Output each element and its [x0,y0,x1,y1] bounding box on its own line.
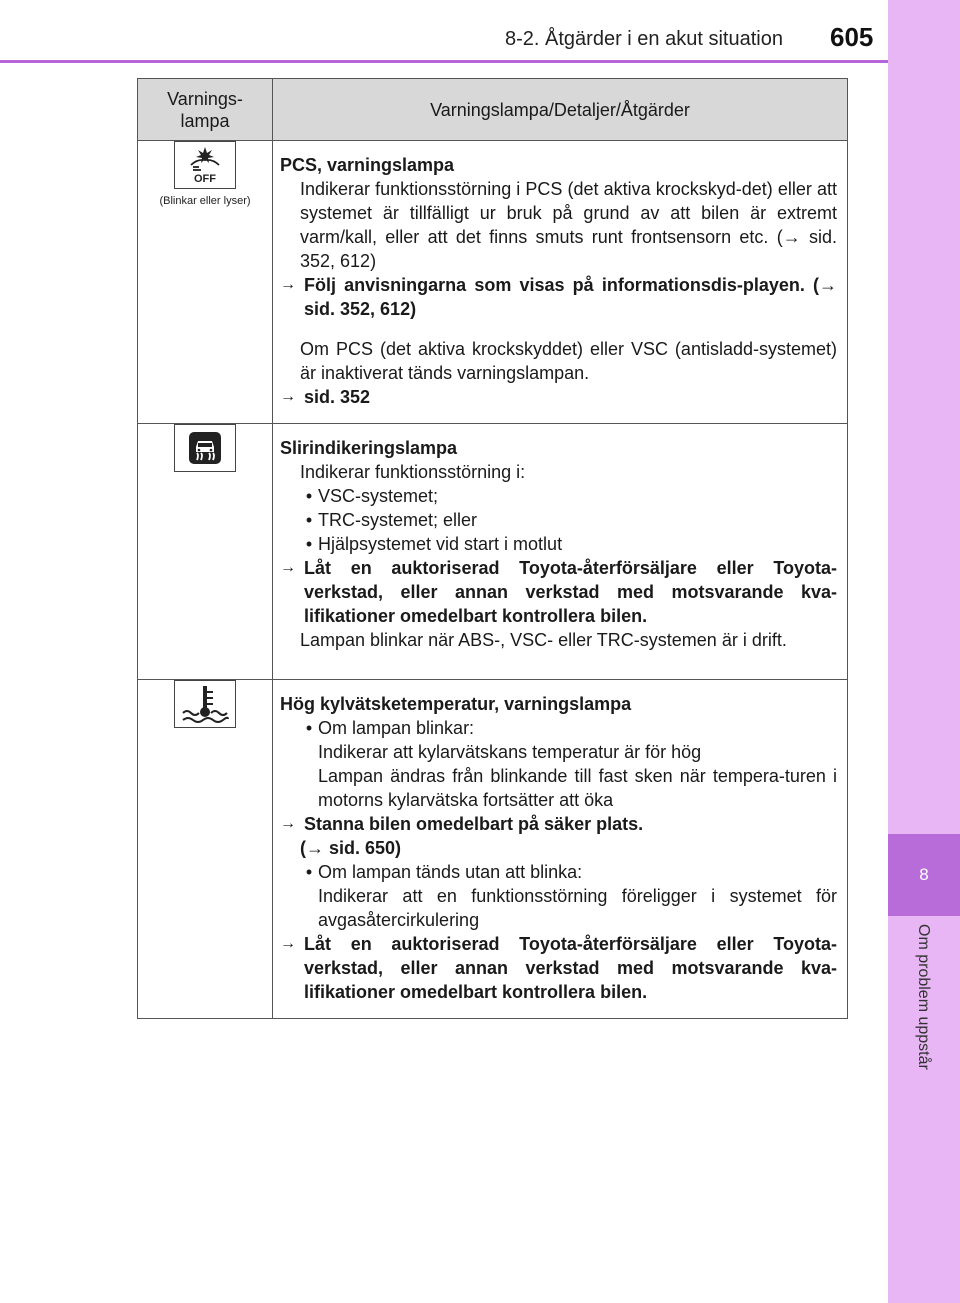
page-reference: sid. 352, 612) [304,299,417,319]
arrow-icon: → [280,276,296,293]
action-reference [280,836,837,860]
chapter-number: 8 [888,834,960,916]
chapter-label: Om problem uppstår [915,924,932,1070]
details-cell [273,424,848,680]
slip-indicator-icon [174,424,236,472]
page-reference: sid. 650) [324,838,402,858]
action-text: Låt en auktoriserad Toyota-återförsäljare eller Toyota-verkstad, eller annan verkstad med motsvarande kva-lifikationer omedelbart kontrollera bilen. [304,934,837,1002]
list-item: • Hjälpsystemet vid start i motlut [305,534,563,554]
coolant-temperature-icon [174,680,236,728]
row-title: Hög kylvätsketemperatur, varningslampa [280,694,632,714]
action-text: Låt en auktoriserad Toyota-återförsäljare eller Toyota-verkstad, eller annan verkstad med motsvarande kva-lifikationer omedelbart kontrollera bilen. [304,558,837,626]
list-item-text: Hjälpsystemet vid start i motlut [318,534,563,554]
column-header-icon: Varnings- lampa [138,79,273,141]
list-item-text: TRC-systemet; eller [318,510,478,530]
page-reference: sid. 352, 612) [300,227,837,271]
arrow-icon: → [280,935,296,952]
arrow-icon: → [782,227,801,247]
action-line [280,556,837,628]
header-divider [0,60,888,63]
icon-cell [138,141,273,424]
list-item-detail: Indikerar att en funktionsstörning föreligger i systemet för avgasåtercirkulering [318,886,837,930]
paren: ( [300,838,306,858]
arrow-icon: → [819,275,837,295]
list-item: • Om lampan blinkar: [305,718,475,738]
svg-text:OFF: OFF [194,173,216,185]
arrow-icon: → [280,559,296,576]
list-item-detail: Indikerar att kylarvätskans temperatur är för hög Lampan ändras från blinkande till fast sken när tempera-turen i motorns kylarvätska fortsätter att öka [318,742,837,810]
list-item: • VSC-systemet; [305,486,439,506]
action-line [280,385,837,409]
table-row [138,141,848,424]
row-title: PCS, varningslampa [280,155,455,175]
row-note: Om PCS (det aktiva krockskyddet) eller VSC (antisladd-systemet) är inaktiverat tänds varningslampan. [300,339,837,383]
action-label: Följ anvisningarna som visas på informationsdis-playen. ( [304,275,819,295]
action-text [304,273,837,321]
icon-note: (Blinkar eller lyser) [159,195,251,207]
pcs-off-icon [174,141,236,189]
arrow-icon: → [280,388,296,405]
list-item: • TRC-systemet; eller [305,510,478,530]
row-note: Lampan blinkar när ABS-, VSC- eller TRC-systemen är i drift. [300,630,787,650]
arrow-icon: → [280,815,296,832]
row-title: Slirindikeringslampa [280,438,458,458]
table-row [138,424,848,680]
page-reference: sid. 352 [304,387,371,407]
icon-cell [138,424,273,680]
details-cell [273,680,848,1019]
icon-cell [138,680,273,1019]
table-header-row [138,79,848,141]
table-row [138,680,848,1019]
action-line [280,273,837,321]
action-text: Stanna bilen omedelbart på säker plats. [304,814,644,834]
details-cell [273,141,848,424]
arrow-icon: → [306,838,324,858]
list-item: • Om lampan tänds utan att blinka: [305,862,583,882]
action-line [280,932,837,1004]
action-line [280,812,837,836]
list-item-text: Om lampan blinkar: [318,718,475,738]
warning-light-table [137,78,848,1019]
row-description: Indikerar funktionsstörning i: [300,462,526,482]
list-item-text: Om lampan tänds utan att blinka: [318,862,583,882]
description-text: Indikerar funktionsstörning i PCS (det aktiva krockskyd-det) eller att systemet är tillfälligt ur bruk på grund av att bilen är extremt varm/kall, eller att det finns smuts runt frontsensorn etc. ( [300,179,837,247]
list-item-text: VSC-systemet; [318,486,439,506]
section-title: 8-2. Åtgärder i en akut situation [505,28,783,50]
column-header-details: Varningslampa/Detaljer/Åtgärder [273,79,848,141]
row-description [280,177,837,273]
page-number: 605 [830,22,874,52]
